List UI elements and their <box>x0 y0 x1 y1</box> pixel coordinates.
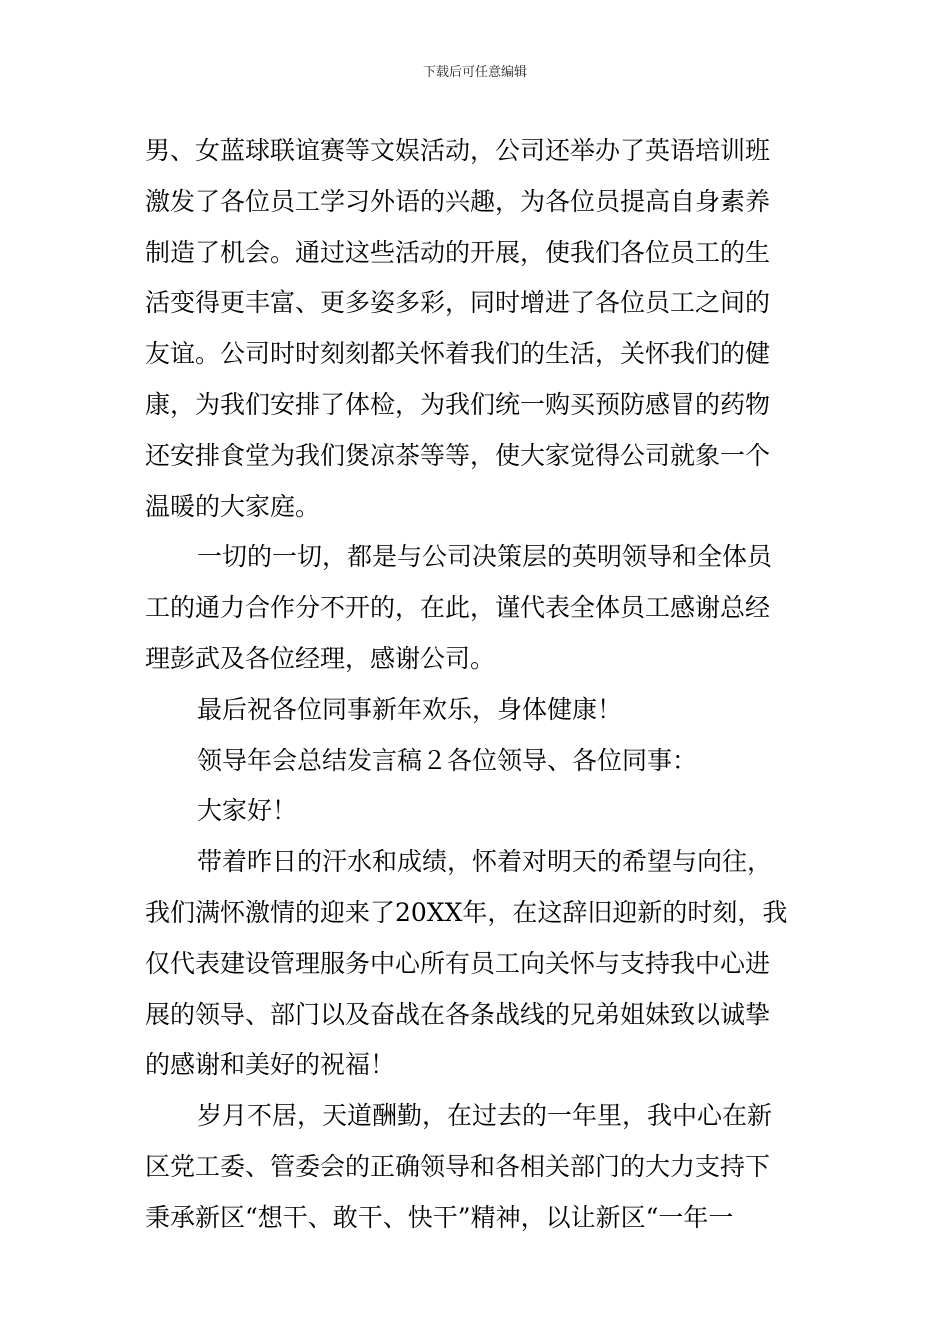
text-line: 区党工委、管委会的正确领导和各相关部门的大力支持下 <box>145 1151 771 1181</box>
paragraph-first-line: 最后祝各位同事新年欢乐，身体健康！ <box>197 694 623 724</box>
document-body <box>145 126 815 1244</box>
paragraph-first-line: 带着昨日的汗水和成绩，怀着对明天的希望与向往， <box>197 847 773 877</box>
text-line: 温暖的大家庭。 <box>145 491 321 521</box>
text-line: 工的通力合作分不开的，在此，谨代表全体员工感谢总经 <box>145 593 771 623</box>
text-line: 制造了机会。通过这些活动的开展，使我们各位员工的生 <box>145 237 771 267</box>
text-line: 活变得更丰富、更多姿多彩，同时增进了各位员工之间的 <box>145 288 771 318</box>
text-line: 友谊。公司时时刻刻都关怀着我们的生活，关怀我们的健 <box>145 339 771 369</box>
text-line: 康，为我们安排了体检，为我们统一购买预防感冒的药物 <box>145 389 771 419</box>
text-line: 激发了各位员工学习外语的兴趣，为各位员提高自身素养 <box>145 186 771 216</box>
text-line: 还安排食堂为我们煲凉茶等等，使大家觉得公司就象一个 <box>145 440 771 470</box>
text-line: 的感谢和美好的祝福！ <box>145 1050 396 1080</box>
section-heading-line: 领导年会总结发言稿２各位领导、各位同事： <box>197 745 698 775</box>
text-line: 我们满怀激情的迎来了20XX年，在这辞旧迎新的时刻，我 <box>145 897 788 927</box>
text-line: 男、女蓝球联谊赛等文娱活动，公司还举办了英语培训班 <box>145 136 771 165</box>
greeting-line: 大家好！ <box>197 796 298 826</box>
text-line: 仅代表建设管理服务中心所有员工向关怀与支持我中心进 <box>145 948 771 978</box>
text-line: 理彭武及各位经理，感谢公司。 <box>145 643 496 673</box>
page-header-note: 下载后可任意编辑 <box>422 65 527 80</box>
paragraph-first-line: 岁月不居，天道酬勤，在过去的一年里，我中心在新 <box>197 1101 773 1131</box>
paragraph-first-line: 一切的一切，都是与公司决策层的英明领导和全体员 <box>197 542 773 572</box>
text-line: 展的领导、部门以及奋战在各条战线的兄弟姐妹致以诚挚 <box>145 999 771 1029</box>
text-line: 秉承新区“想干、敢干、快干”精神，以让新区“一年一 <box>145 1202 734 1232</box>
